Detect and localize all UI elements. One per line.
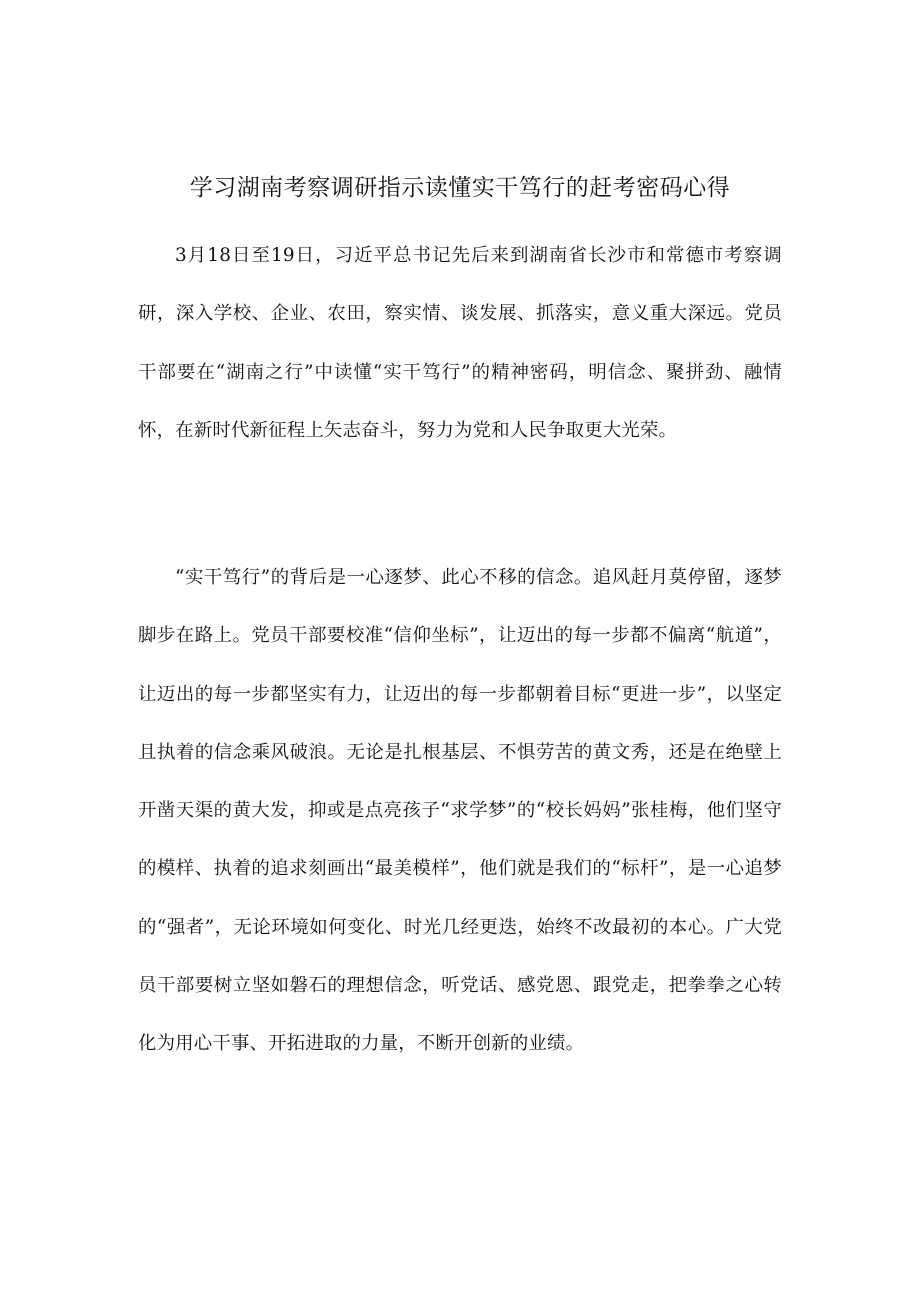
paragraph-1: 3月18日至19日，习近平总书记先后来到湖南省长沙市和常德市考察调研，深入学校、企业、农田，察实情、谈发展、抓落实，意义重大深远。党员干部要在“湖南之行”中读懂“实干笃行”的精神密码，明信念、聚拼劲、融情怀，在新时代新征程上矢志奋斗，努力为党和人民争取更大光荣。: [138, 245, 782, 441]
paragraph-2: “实干笃行”的背后是一心逐梦、此心不移的信念。追风赶月莫停留，逐梦脚步在路上。党员干部要校准“信仰坐标”，让迈出的每一步都不偏离“航道”，让迈出的每一步都坚实有力，让迈出的每一步都朝着目标“更进一步”，以坚定且执着的信念乘风破浪。无论是扎根基层、不惧劳苦的黄文秀，还是在绝壁上开凿天渠的黄大发，抑或是点亮孩子“求学梦”的“校长妈妈”张桂梅，他们坚守的模样、执着的追求刻画出“最美模样”，他们就是我们的“标杆”，是一心追梦的“强者”，无论环境如何变化、时光几经更迭，始终不改最初的本心。广大党员干部要树立坚如磐石的理想信念，听党话、感党恩、跟党走，把拳拳之心转化为用心干事、开拓进取的力量，不断开创新的业绩。: [138, 567, 782, 1055]
document-title: 学习湖南考察调研指示读懂实干笃行的赶考密码心得: [189, 175, 731, 201]
